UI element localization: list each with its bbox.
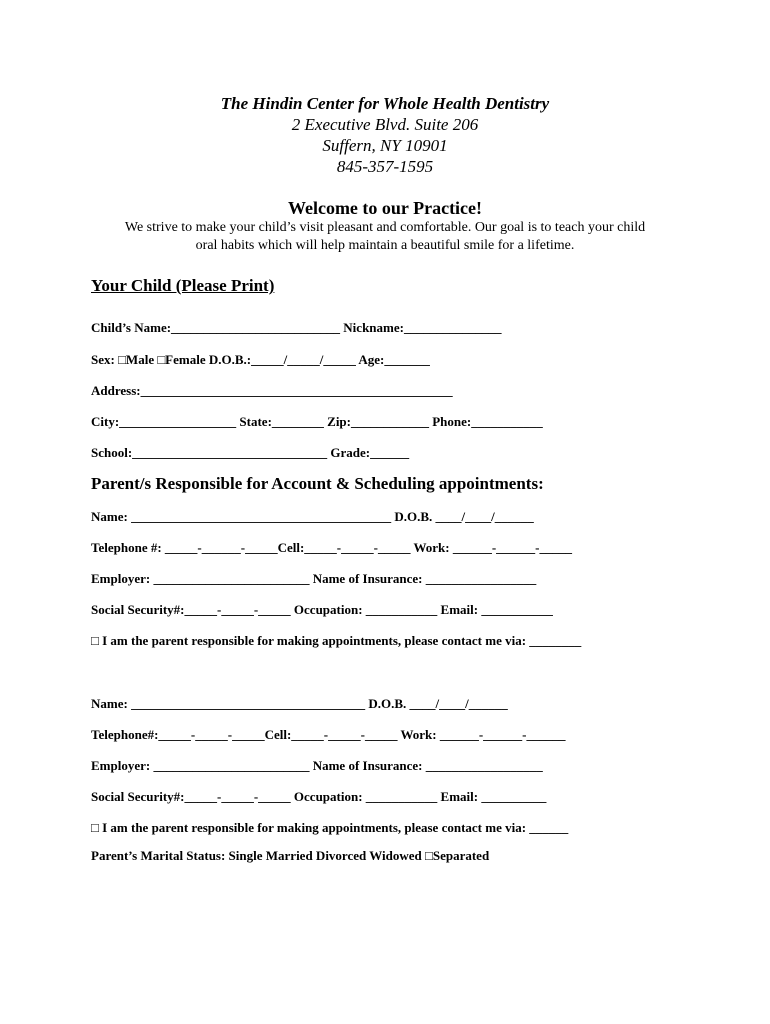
child-school-row[interactable]: School:______________________________ Grade:______ — [91, 445, 410, 460]
parent2-telephone-row[interactable]: Telephone#:_____-_____-_____Cell:_____-_____-_____ Work: ______-______-______ — [91, 727, 566, 742]
parent2-name-row[interactable]: Name: ____________________________________ D.O.B. ____/____/______ — [91, 696, 508, 711]
marital-status-row[interactable]: Parent’s Marital Status: Single Married Divorced Widowed □Separated — [91, 848, 490, 863]
parent2-ssn-row[interactable]: Social Security#:_____-_____-_____ Occupation: ___________ Email: __________ — [91, 789, 547, 804]
welcome-text — [95, 219, 675, 255]
practice-address-line-1: 2 Executive Blvd. Suite 206 — [291, 115, 479, 134]
parent2-contact-row[interactable]: □ I am the parent responsible for making appointments, please contact me via: ______ — [91, 820, 569, 835]
child-sex-dob-row[interactable]: Sex: □Male □Female D.O.B.:_____/_____/_____ Age:_______ — [91, 352, 430, 367]
parent2-employer-row[interactable]: Employer: ________________________ Name of Insurance: __________________ — [91, 758, 543, 773]
practice-address-line-2: Suffern, NY 10901 — [322, 136, 448, 155]
parent1-ssn-row[interactable]: Social Security#:_____-_____-_____ Occupation: ___________ Email: ___________ — [91, 602, 553, 617]
child-city-row[interactable]: City:__________________ State:________ Zip:____________ Phone:___________ — [91, 414, 543, 429]
child-address-row[interactable]: Address:________________________________________________ — [91, 383, 453, 398]
child-section-title: Your Child (Please Print) — [91, 276, 275, 295]
welcome-title: Welcome to our Practice! — [287, 198, 483, 218]
practice-name: The Hindin Center for Whole Health Dentistry — [220, 94, 550, 113]
welcome-text-line-1: We strive to make your child’s visit pleasant and comfortable. Our goal is to teach your child — [124, 220, 646, 235]
parent1-name-row[interactable]: Name: ________________________________________ D.O.B. ____/____/______ — [91, 509, 534, 524]
child-name-row[interactable]: Child’s Name:__________________________ Nickname:_______________ — [91, 320, 502, 335]
practice-phone: 845-357-1595 — [336, 157, 434, 176]
parent1-employer-row[interactable]: Employer: ________________________ Name of Insurance: _________________ — [91, 571, 537, 586]
welcome-text-line-2: oral habits which will help maintain a beautiful smile for a lifetime. — [195, 238, 575, 253]
practice-header — [0, 93, 770, 177]
parent1-telephone-row[interactable]: Telephone #: _____-______-_____Cell:_____-_____-_____ Work: ______-______-_____ — [91, 540, 572, 555]
parents-section-title: Parent/s Responsible for Account & Scheduling appointments: — [91, 474, 544, 493]
parent1-contact-row[interactable]: □ I am the parent responsible for making appointments, please contact me via: ________ — [91, 633, 582, 648]
